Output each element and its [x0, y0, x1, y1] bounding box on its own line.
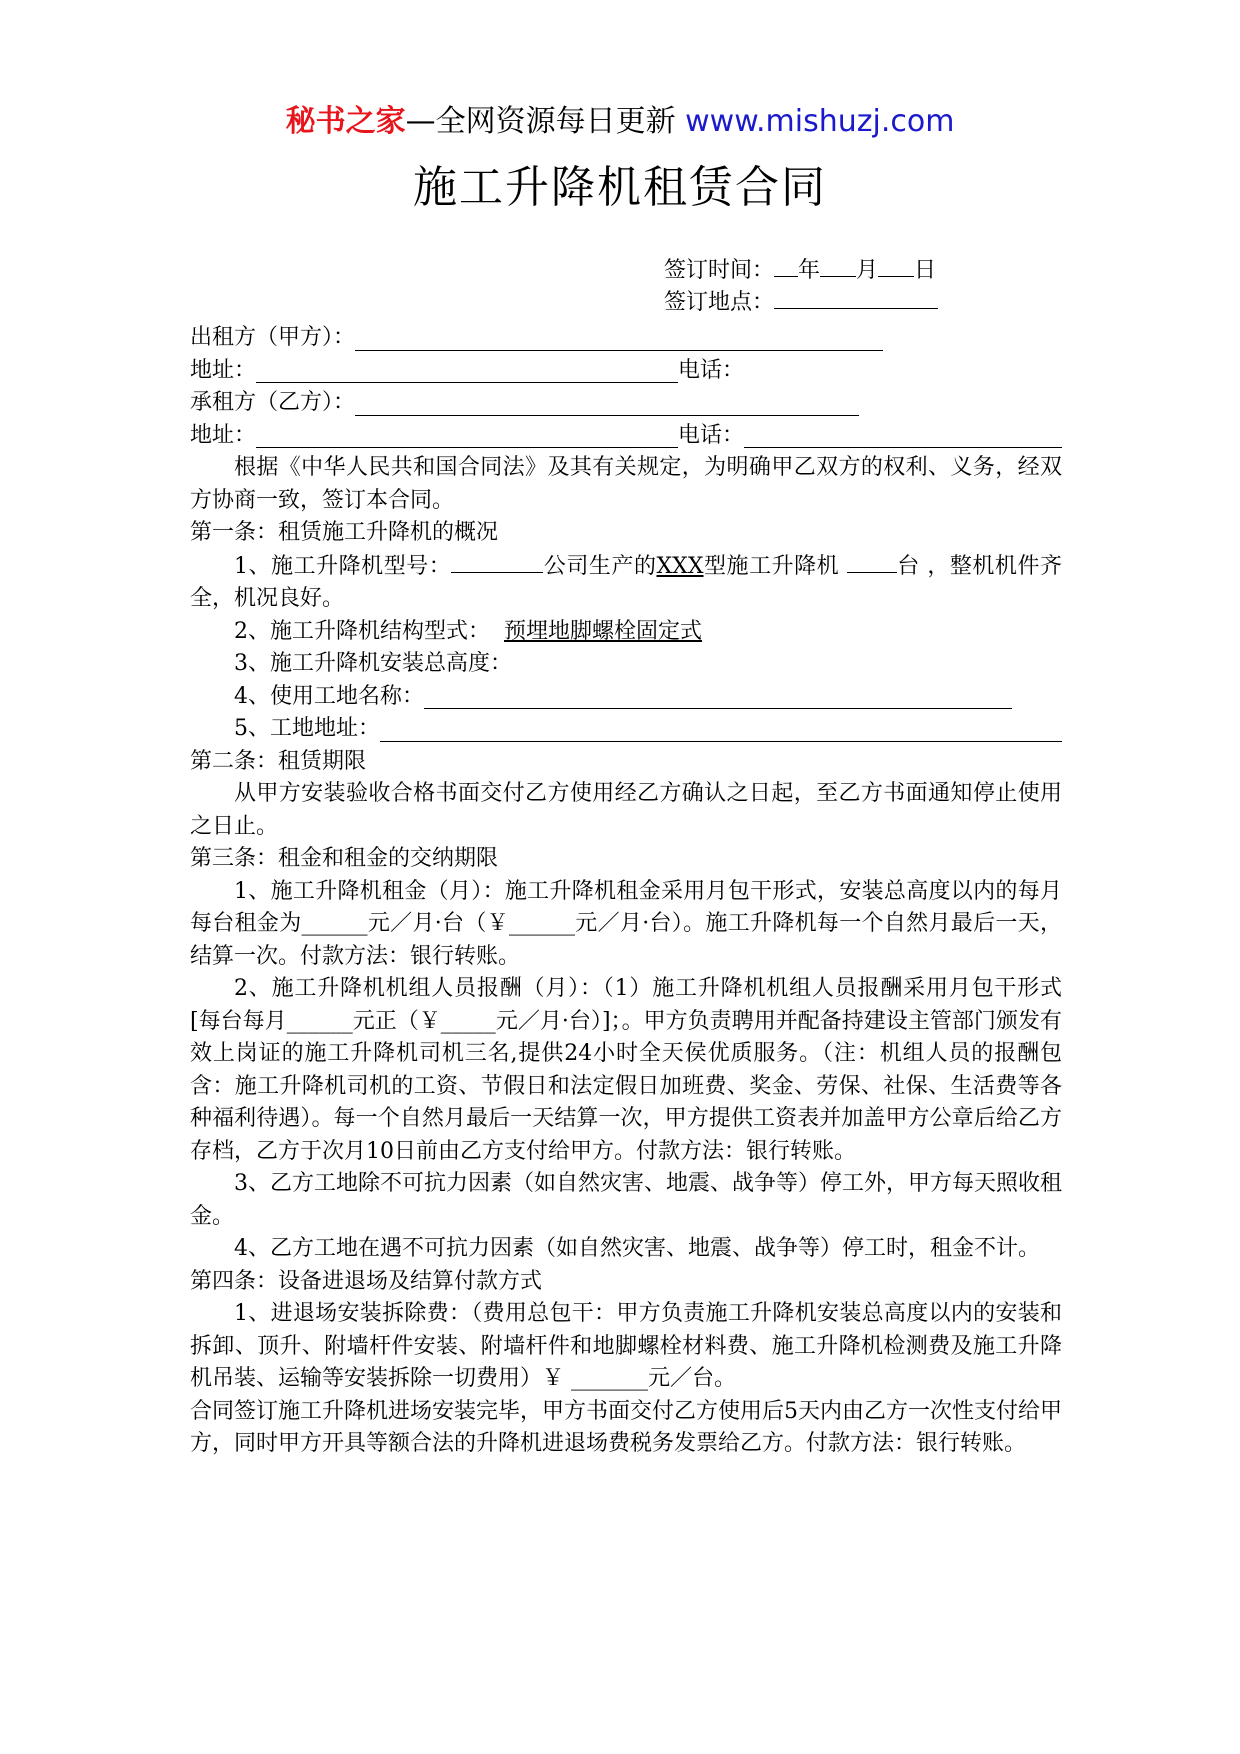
- article2-text: 从甲方安装验收合格书面交付乙方使用经乙方确认之日起，至乙方书面通知停止使用之日止。: [190, 781, 1062, 839]
- lessee-label: 承租方（乙方）：: [190, 390, 356, 415]
- month-label: 月: [856, 258, 879, 283]
- lessor-label: 出租方（甲方）：: [190, 325, 356, 350]
- day-label: 日: [914, 258, 937, 283]
- article4-item1: 1、进退场安装拆除费：（费用总包干：甲方负责施工升降机安装总高度以内的安装和拆卸、顶升、附墙杆件安装、附墙杆件和地脚螺栓材料费、施工升降机检测费及施工升降机吊装、运输等安装拆除一切费用）￥ _______元／台。: [190, 1301, 1062, 1391]
- item5-blank: [380, 719, 1062, 742]
- place-blank: [774, 286, 938, 309]
- lessor-address-label: 地址：: [190, 357, 257, 383]
- signing-date-line: [664, 254, 936, 286]
- item1-type-text: 型施工升降机: [703, 553, 840, 579]
- item4-label: 4、使用工地名称：: [234, 683, 424, 709]
- signing-place-label: 签订地点：: [664, 290, 775, 315]
- article1-item5: [190, 713, 1062, 746]
- lessee-phone-blank: [744, 425, 1062, 448]
- lessor-address-blank: [256, 360, 678, 383]
- signing-date-label: 签订时间：: [664, 258, 775, 283]
- month-blank: [820, 254, 856, 277]
- contract-body: [190, 322, 1062, 1461]
- item1-model-value: XXX: [656, 553, 704, 579]
- lessor-address-line: [190, 355, 1062, 388]
- article2-heading: 第二条：租赁期限: [190, 748, 367, 774]
- lessee-address-label: 地址：: [190, 422, 257, 448]
- article1-item3: 3、施工升降机安装总高度：: [234, 651, 512, 676]
- article3-item4: 4、乙方工地在遇不可抗力因素（如自然灾害、地震、战争等）停工时，租金不计。: [234, 1236, 1040, 1261]
- lessor-line: [190, 322, 1062, 355]
- site-banner: [0, 102, 1240, 142]
- lessor-blank: [355, 328, 883, 351]
- item5-label: 5、工地地址：: [234, 716, 380, 741]
- day-blank: [878, 254, 914, 277]
- lessor-phone-label: 电话：: [678, 357, 745, 383]
- article3-item3: 3、乙方工地除不可抗力因素（如自然灾害、地震、战争等）停工外，甲方每天照收租金。: [190, 1171, 1062, 1229]
- item2-value: 预埋地脚螺栓固定式: [504, 618, 703, 644]
- item1-maker-text: 公司生产的: [543, 553, 657, 579]
- article3-heading: 第三条：租金和租金的交纳期限: [190, 846, 499, 871]
- banner-slogan: —全网资源每日更新: [405, 104, 676, 139]
- banner-url[interactable]: www.mishuzj.com: [685, 104, 955, 139]
- article3-item1: 1、施工升降机租金（月）：施工升降机租金采用月包干形式，安装总高度以内的每月每台租金为______元／月·台（￥______元／月·台）。施工升降机每一个自然月最后一天，结算一次。付款方法：银行转账。: [190, 878, 1062, 969]
- article1-heading: 第一条：租赁施工升降机的概况: [190, 520, 499, 545]
- lessee-blank: [355, 393, 859, 416]
- article4-heading: 第四条：设备进退场及结算付款方式: [190, 1268, 543, 1294]
- lessee-address-line: [190, 420, 1062, 453]
- lessee-address-blank: [256, 425, 678, 448]
- item4-blank: [424, 686, 1012, 709]
- item1-model-label: 1、施工升降机型号：: [234, 553, 452, 579]
- item1-model-blank: [451, 550, 543, 573]
- article1-item4: [190, 681, 1062, 714]
- lessee-phone-label: 电话：: [678, 422, 745, 448]
- item2-label: 2、施工升降机结构型式：: [234, 618, 490, 644]
- signing-place-line: [664, 286, 938, 318]
- intro-paragraph: 根据《中华人民共和国合同法》及其有关规定，为明确甲乙双方的权利、义务，经双方协商一致，签订本合同。: [190, 455, 1062, 513]
- item1-qty-text: 台 ，整机机件齐全，机况良好。: [190, 553, 1062, 611]
- year-label: 年: [798, 258, 821, 283]
- article3-item2: 2、施工升降机机组人员报酬（月）：（1）施工升降机机组人员报酬采用月包干形式[每台每月______元正（￥_____元／月·台）]；。甲方负责聘用并配备持建设主管部门颁发有效上岗证的施工升降机司机三名,提供24小时全天侯优质服务。（注：机组人员的报酬包含：施工升降机司机的工资、节假日和法定假日加班费、奖金、劳保、社保、生活费等各种福利待遇）。每一个自然月最后一天结算一次，甲方提供工资表并加盖甲方公章后给乙方存档，乙方于次月10日前由乙方支付给甲方。付款方法：银行转账。: [190, 976, 1062, 1164]
- article4-item1-continued: 合同签订施工升降机进场安装完毕，甲方书面交付乙方使用后5天内由乙方一次性支付给甲方，同时甲方开具等额合法的升降机进退场费税务发票给乙方。付款方法：银行转账。: [190, 1398, 1063, 1456]
- lessee-line: [190, 387, 1062, 420]
- banner-brand: 秘书之家: [285, 104, 406, 139]
- article1-item2: [190, 616, 1062, 649]
- year-blank: [774, 254, 798, 277]
- document-title: 施工升降机租赁合同: [413, 162, 827, 213]
- article1-item1: [190, 550, 1062, 616]
- item1-qty-blank: [847, 550, 897, 573]
